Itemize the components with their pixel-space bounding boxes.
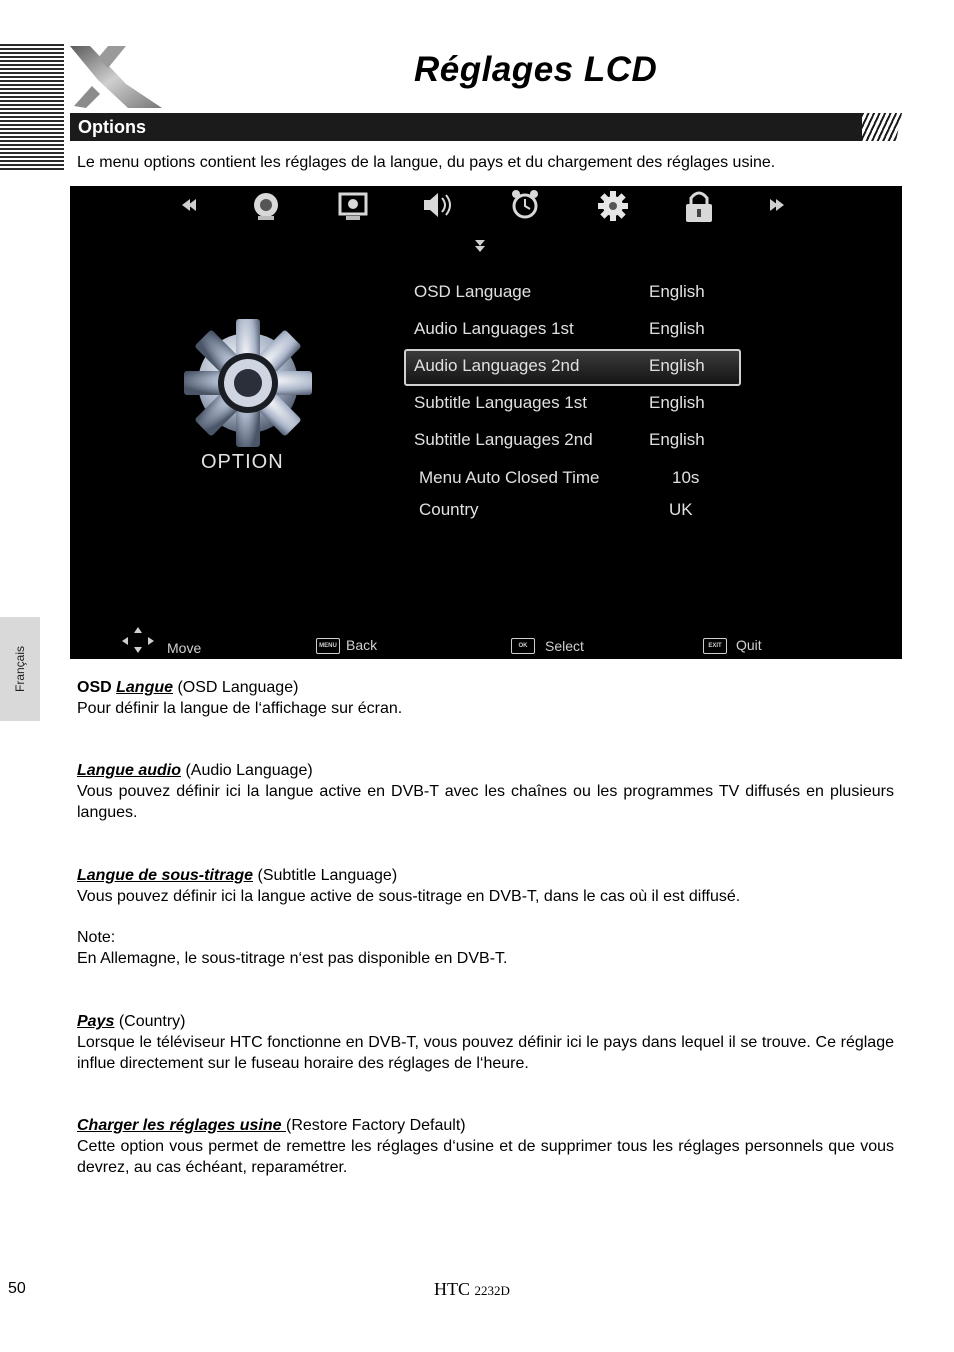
country-title: Pays (77, 1013, 115, 1030)
audio-subtitle: (Audio Language) (185, 762, 313, 779)
picture-menu-icon (254, 193, 278, 220)
model-name (434, 1279, 510, 1300)
section-factory-heading (77, 1115, 894, 1136)
factory-subtitle: (Restore Factory Default) (285, 1117, 466, 1134)
section-title: Options (78, 117, 146, 137)
section-osd-heading (77, 677, 894, 698)
osd-menu-value: English (649, 393, 705, 412)
page-title: Réglages LCD (414, 50, 658, 89)
footer-move-label: Move (167, 640, 202, 656)
language-side-tab (0, 617, 40, 721)
ok-key-icon: OK (511, 638, 535, 654)
double-chevron-down-icon (475, 240, 485, 252)
osd-menu-value: 10s (672, 468, 700, 487)
country-subtitle: (Country) (118, 1013, 186, 1030)
speaker-menu-icon (424, 193, 450, 217)
header-stripes (0, 44, 64, 172)
model-brand: HTC (434, 1279, 470, 1299)
osd-menu-label[interactable]: Subtitle Languages 2nd (414, 430, 593, 449)
footer-select-label: Select (545, 638, 584, 654)
osd-prefix: OSD (77, 679, 112, 696)
section-audio-heading (77, 760, 894, 781)
gear-menu-icon (598, 191, 628, 221)
tv-osd-screenshot (70, 186, 902, 659)
monitor-menu-icon (340, 194, 366, 220)
osd-menu-label-selected[interactable]: Audio Languages 2nd (414, 356, 580, 375)
osd-menu-label[interactable]: Country (419, 500, 479, 519)
osd-menu-value: English (649, 282, 705, 301)
osd-menu-value: English (649, 356, 705, 375)
footer-back-label: Back (346, 637, 378, 653)
subtitle-subtitle: (Subtitle Language) (257, 867, 398, 884)
option-caption: OPTION (201, 451, 284, 473)
country-body: Lorsque le téléviseur HTC fonctionne en DVB-T, vous pouvez définir ici le pays dans lequel il se trouve. Ce réglage influe directement sur le fuseau horaire des réglages de l‘heure. (77, 1034, 894, 1072)
osd-menu-value: UK (669, 500, 693, 519)
section-subtitle-heading (77, 865, 894, 886)
menu-key-icon: MENU (316, 638, 340, 654)
osd-title: Langue (116, 679, 174, 696)
double-chevron-left-icon (182, 199, 196, 211)
model-number: 2232D (474, 1283, 510, 1298)
option-gear-icon (184, 319, 312, 447)
double-chevron-right-icon (770, 199, 784, 211)
osd-menu-label[interactable]: Audio Languages 1st (414, 319, 574, 338)
section-osd (77, 677, 894, 719)
factory-body: Cette option vous permet de remettre les réglages d‘usine et de supprimer tous les réglages personnels que vous devrez, au cas échéant, reparamétrer. (77, 1138, 894, 1176)
section-header-bar (70, 113, 868, 141)
section-factory (77, 1115, 894, 1178)
section-country-heading (77, 1011, 894, 1032)
osd-icon-layer (70, 186, 902, 659)
subtitle-title: Langue de sous-titrage (77, 867, 254, 884)
osd-menu-label[interactable]: Subtitle Languages 1st (414, 393, 587, 412)
exit-key-icon: EXIT (703, 638, 727, 654)
audio-title: Langue audio (77, 762, 181, 779)
intro-text: Le menu options contient les réglages de la langue, du pays et du chargement des réglages usine. (77, 154, 776, 171)
osd-menu-label[interactable]: Menu Auto Closed Time (419, 468, 600, 487)
brand-x-logo (68, 44, 168, 110)
factory-title: Charger les réglages usine (77, 1117, 286, 1134)
osd-menu-label[interactable]: OSD Language (414, 282, 532, 301)
footer-quit-label: Quit (736, 637, 762, 653)
language-side-tab-label: Français (13, 645, 27, 693)
osd-subtitle: (OSD Language) (177, 679, 299, 696)
osd-body: Pour définir la langue de l‘affichage sur écran. (77, 700, 403, 717)
osd-menu-value: English (649, 430, 705, 449)
alarm-clock-menu-icon (512, 190, 538, 217)
lock-menu-icon (686, 193, 712, 222)
osd-menu-value: English (649, 319, 705, 338)
page-number: 50 (8, 1280, 26, 1297)
audio-body: Vous pouvez définir ici la langue active en DVB-T avec les chaînes ou les programmes TV diffusés en plusieurs langues. (77, 783, 894, 821)
section-bar-hatch (862, 113, 902, 141)
move-arrows-icon (122, 627, 154, 653)
note-label: Note: (77, 929, 116, 946)
section-country (77, 1011, 894, 1074)
note-text: En Allemagne, le sous-titrage n‘est pas disponible en DVB-T. (77, 950, 508, 967)
section-audio (77, 760, 894, 823)
section-subtitle (77, 865, 894, 969)
subtitle-body: Vous pouvez définir ici la langue active de sous-titrage en DVB-T, dans le cas où il est diffusé. (77, 888, 741, 905)
